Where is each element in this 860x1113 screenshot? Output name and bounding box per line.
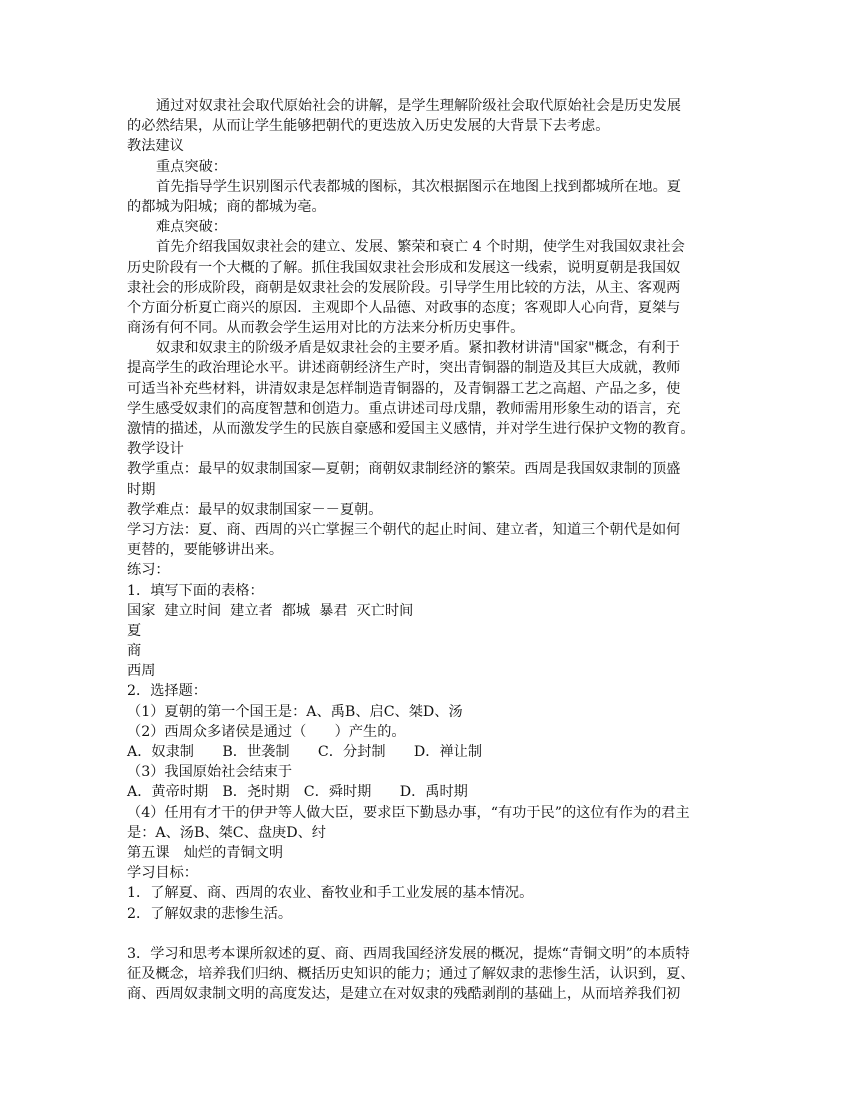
- question-line: （1）夏朝的第一个国王是：A、禹B、启C、桀D、汤: [127, 703, 463, 720]
- section-heading: 教学设计: [127, 441, 184, 458]
- question-line: （3）我国原始社会结束于: [127, 764, 293, 781]
- answer-options: 是：A、汤B、桀C、盘庚D、纣: [127, 824, 326, 841]
- paragraph-line: 历史阶段有一个大概的了解。抓住我国奴隶社会形成和发展这一线索，说明夏朝是我国奴: [127, 259, 681, 276]
- paragraph-line: 教学难点：最早的奴隶制国家－－夏朝。: [127, 501, 383, 518]
- question-line: （2）西周众多诸侯是通过（ ）产生的。: [127, 723, 406, 740]
- paragraph-line: 通过对奴隶社会取代原始社会的讲解，是学生理解阶级社会取代原始社会是历史发展: [156, 98, 681, 114]
- objective-item: 2．了解奴隶的悲惨生活。: [127, 905, 293, 922]
- paragraph-line: 商、西周奴隶制文明的高度发达，是建立在对奴隶的残酷剥削的基础上，从而培养我们初: [127, 986, 681, 1003]
- paragraph-line: 奴隶和奴隶主的阶级矛盾是奴隶社会的主要矛盾。紧扣教材讲清"国家"概念，有利于: [156, 340, 680, 357]
- paragraph-line: 隶社会的形成阶段，商朝是奴隶社会的发展阶段。引导学生用比较的方法，从主、客观两: [127, 279, 681, 296]
- paragraph-line: 时期: [127, 481, 156, 498]
- paragraph-line: 可适当补充些材料，讲清奴隶是怎样制造青铜器的，及青铜器工艺之高超、产品之多，使: [127, 380, 681, 397]
- table-row-label: 商: [127, 643, 142, 660]
- table-row-label: 夏: [127, 622, 142, 639]
- section-heading: 练习：: [127, 562, 170, 579]
- document-body: [127, 96, 737, 1004]
- lesson-title: 第五课 灿烂的青铜文明: [127, 844, 284, 861]
- paragraph-line: 首先指导学生识别图示代表都城的图标，其次根据图示在地图上找到都城所在地。夏: [156, 178, 681, 195]
- paragraph-line: 的必然结果，从而让学生能够把朝代的更迭放入历史发展的大背景下去考虑。: [127, 118, 610, 135]
- answer-options: A．黄帝时期 B．尧时期 C．舜时期 D．禹时期: [127, 784, 468, 801]
- answer-options: A．奴隶制 B．世袭制 C．分封制 D．禅让制: [127, 744, 483, 760]
- paragraph-line: 学生感受奴隶们的高度智慧和创造力。重点讲述司母戊鼎，教师需用形象生动的语言，充: [127, 400, 681, 417]
- paragraph-line: 的都城为阳城；商的都城为亳。: [127, 198, 326, 215]
- table-header-line: 国家 建立时间 建立者 都城 暴君 灭亡时间: [127, 602, 414, 619]
- paragraph-line: 征及概念，培养我们归纳、概括历史知识的能力；通过了解奴隶的悲惨生活，认识到，夏、: [127, 966, 695, 983]
- blank-line: [127, 924, 737, 944]
- table-row-label: 西周: [127, 663, 156, 680]
- paragraph-line: 激情的描述，从而激发学生的民族自豪感和爱国主义感情，并对学生进行保护文物的教育。: [127, 421, 695, 437]
- paragraph-line: 学习方法：夏、商、西周的兴亡掌握三个朝代的起止时间、建立者，知道三个朝代是如何: [127, 521, 681, 538]
- objective-item: 1．了解夏、商、西周的农业、畜牧业和手工业发展的基本情况。: [127, 885, 534, 902]
- paragraph-line: 个方面分析夏亡商兴的原因．主观即个人品德、对政事的态度；客观即人心向背，夏桀与: [127, 299, 681, 316]
- paragraph-line: 首先介绍我国奴隶社会的建立、发展、繁荣和衰亡 4 个时期，使学生对我国奴隶社会: [156, 239, 685, 256]
- paragraph-line: 教学重点：最早的奴隶制国家—夏朝；商朝奴隶制经济的繁荣。西周是我国奴隶制的顶盛: [127, 461, 681, 478]
- section-heading: 教法建议: [127, 138, 184, 155]
- subsection-heading: 难点突破：: [156, 219, 227, 236]
- exercise-item: 2．选择题：: [127, 683, 207, 700]
- objective-item: 3．学习和思考本课所叙述的夏、商、西周我国经济发展的概况，提炼“青铜文明”的本质特: [127, 945, 690, 962]
- subsection-heading: 重点突破：: [156, 158, 227, 175]
- question-line: （4）任用有才干的伊尹等人做大臣，要求臣下勤恳办事，“有功于民”的这位有作为的君主: [127, 804, 690, 821]
- paragraph-line: 更替的，要能够讲出来。: [127, 542, 284, 559]
- section-heading: 学习目标：: [127, 865, 198, 882]
- paragraph-line: 商汤有何不同。从而教会学生运用对比的方法来分析历史事件。: [127, 320, 525, 337]
- paragraph-line: 提高学生的政治理论水平。讲述商朝经济生产时，突出青铜器的制造及其巨大成就，教师: [127, 360, 681, 377]
- exercise-item: 1．填写下面的表格：: [127, 582, 264, 599]
